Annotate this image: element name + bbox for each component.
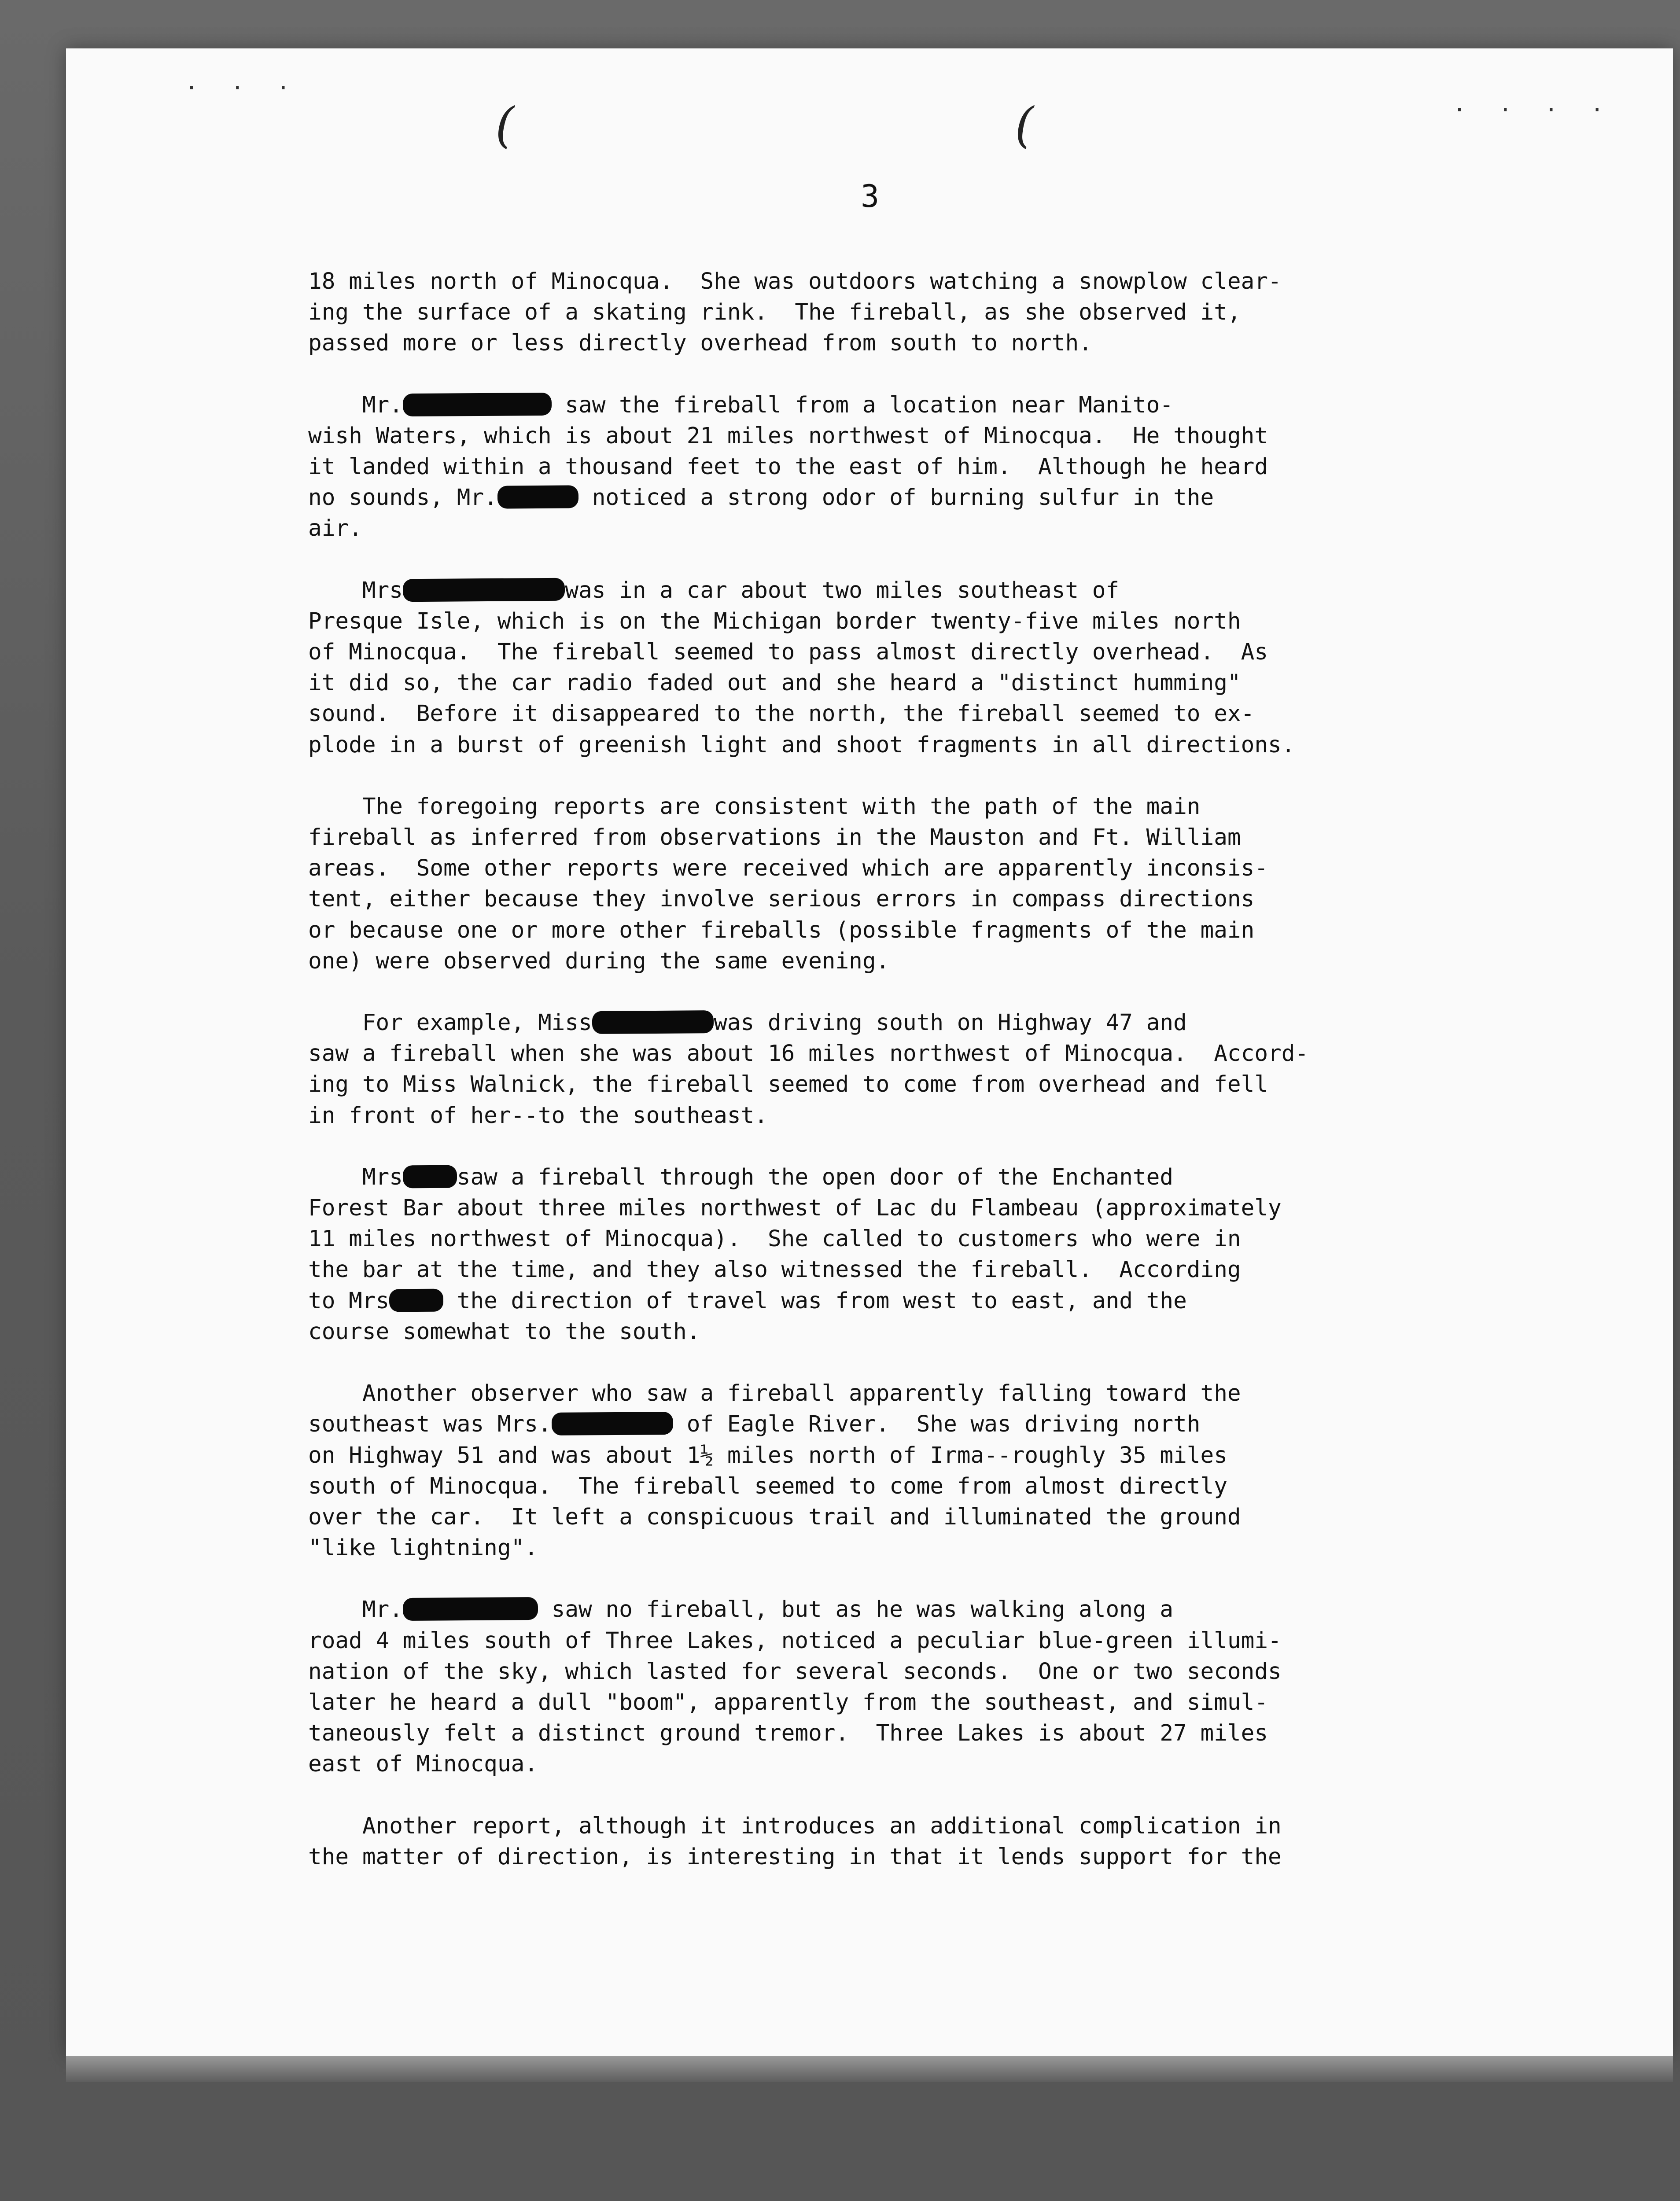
text-segment: noticed a strong odor of burning sulfur in the <box>578 485 1214 511</box>
text-line <box>308 1409 1488 1440</box>
text-segment: 18 miles north of Minocqua. She was outdoors watching a snowplow clear- <box>308 269 1282 294</box>
text-segment: Mr. <box>308 1597 403 1623</box>
text-segment: Mrs <box>308 577 403 604</box>
text-line <box>308 1626 1488 1656</box>
text-segment: The foregoing reports are consistent with the path of the main <box>308 793 1201 820</box>
text-segment: it landed within a thousand feet to the east of him. Although he heard <box>308 454 1268 480</box>
text-segment: Mr. <box>308 392 403 418</box>
left-paren-mark: ( <box>495 97 514 153</box>
redaction-bar <box>403 392 552 416</box>
text-line <box>308 1038 1488 1069</box>
text-segment: ing to Miss Walnick, the fireball seemed to come from overhead and fell <box>308 1071 1268 1098</box>
text-line <box>308 297 1488 328</box>
text-segment: For example, Miss <box>308 1010 592 1036</box>
paragraph <box>308 1378 1488 1564</box>
text-segment: saw no fireball, but as he was walking along a <box>538 1597 1174 1623</box>
text-segment: southeast was Mrs. <box>308 1411 552 1438</box>
document-body <box>308 266 1488 1903</box>
text-line <box>308 1811 1488 1842</box>
film-specks-left: · · · <box>185 75 300 100</box>
text-segment: wish Waters, which is about 21 miles northwest of Minocqua. He thought <box>308 423 1268 449</box>
text-line <box>308 266 1488 297</box>
text-line <box>308 328 1488 359</box>
redaction-bar <box>389 1288 443 1312</box>
text-line <box>308 637 1488 668</box>
paragraph <box>308 1594 1488 1780</box>
text-segment: east of Minocqua. <box>308 1751 538 1778</box>
text-segment: saw a fireball through the open door of the Enchanted <box>457 1164 1174 1190</box>
text-segment: sound. Before it disappeared to the north, the fireball seemed to ex- <box>308 701 1255 727</box>
text-line <box>308 1008 1488 1038</box>
paragraph <box>308 390 1488 545</box>
text-line <box>308 1594 1488 1625</box>
text-line <box>308 791 1488 822</box>
text-line <box>308 1718 1488 1749</box>
redaction-bar <box>497 486 579 509</box>
text-line <box>308 1656 1488 1687</box>
text-segment: the direction of travel was from west to east, and the <box>443 1288 1187 1314</box>
text-segment: to Mrs <box>308 1288 390 1314</box>
text-line <box>308 699 1488 729</box>
text-line <box>308 946 1488 977</box>
text-line <box>308 421 1488 452</box>
text-line <box>308 915 1488 946</box>
text-segment: Presque Isle, which is on the Michigan border twenty-five miles north <box>308 608 1241 634</box>
text-segment: Forest Bar about three miles northwest of Lac du Flambeau (approximately <box>308 1195 1282 1222</box>
text-segment: no sounds, Mr. <box>308 485 497 511</box>
text-line <box>308 1749 1488 1780</box>
text-line <box>308 1533 1488 1564</box>
text-segment: plode in a burst of greenish light and shoot fragments in all directions. <box>308 732 1295 758</box>
text-segment: saw the fireball from a location near Manito- <box>551 392 1174 418</box>
text-line <box>308 884 1488 915</box>
text-line <box>308 1687 1488 1718</box>
text-segment: tent, either because they involve serious errors in compass directions <box>308 886 1255 913</box>
paragraph <box>308 266 1488 359</box>
text-segment: taneously felt a distinct ground tremor. Three Lakes is about 27 miles <box>308 1720 1268 1747</box>
redaction-bar <box>403 578 565 602</box>
text-line <box>308 513 1488 544</box>
text-segment: the matter of direction, is interesting in that it lends support for the <box>308 1844 1282 1870</box>
text-segment: ing the surface of a skating rink. The fireball, as she observed it, <box>308 299 1241 326</box>
text-line <box>308 1100 1488 1131</box>
text-line <box>308 390 1488 421</box>
text-segment: fireball as inferred from observations in the Mauston and Ft. William <box>308 824 1241 851</box>
text-line <box>308 853 1488 884</box>
text-segment: over the car. It left a conspicuous trail and illuminated the ground <box>308 1504 1241 1530</box>
text-line <box>308 1069 1488 1100</box>
text-segment: later he heard a dull "boom", apparently from the southeast, and simul- <box>308 1689 1268 1715</box>
text-line <box>308 668 1488 699</box>
text-segment: Another report, although it introduces an additional complication in <box>308 1813 1282 1839</box>
page-edge-shadow <box>66 2056 1673 2082</box>
text-segment: was driving south on Highway 47 and <box>714 1010 1187 1036</box>
text-segment: Mrs <box>308 1164 403 1190</box>
text-segment: saw a fireball when she was about 16 miles northwest of Minocqua. Accord- <box>308 1041 1309 1067</box>
text-segment: or because one or more other fireballs (possible fragments of the main <box>308 917 1255 943</box>
paragraph <box>308 1162 1488 1347</box>
paragraph <box>308 1008 1488 1131</box>
text-segment: air. <box>308 515 362 542</box>
text-line <box>308 730 1488 761</box>
text-segment: "like lightning". <box>308 1535 538 1561</box>
text-line <box>308 1317 1488 1347</box>
text-segment: Another observer who saw a fireball apparently falling toward the <box>308 1380 1241 1407</box>
text-line <box>308 1471 1488 1502</box>
text-line <box>308 822 1488 853</box>
text-segment: one) were observed during the same evening. <box>308 948 890 974</box>
text-line <box>308 575 1488 606</box>
text-segment: of Minocqua. The fireball seemed to pass almost directly overhead. As <box>308 639 1268 666</box>
text-line <box>308 1440 1488 1471</box>
text-segment: areas. Some other reports were received which are apparently inconsis- <box>308 855 1268 882</box>
text-line <box>308 606 1488 637</box>
page-number: 3 <box>861 178 880 214</box>
text-line <box>308 482 1488 513</box>
redaction-bar <box>403 1597 538 1621</box>
redaction-bar <box>592 1010 714 1034</box>
text-segment: passed more or less directly overhead from south to north. <box>308 330 1092 357</box>
text-segment: 11 miles northwest of Minocqua). She called to customers who were in <box>308 1226 1241 1252</box>
redaction-bar <box>552 1412 674 1435</box>
text-segment: course somewhat to the south. <box>308 1318 700 1345</box>
text-line <box>308 452 1488 482</box>
text-line <box>308 1224 1488 1255</box>
text-line <box>308 1286 1488 1317</box>
right-paren-mark: ( <box>1015 97 1034 153</box>
text-segment: the bar at the time, and they also witnessed the fireball. According <box>308 1257 1241 1283</box>
text-segment: nation of the sky, which lasted for several seconds. One or two seconds <box>308 1658 1282 1685</box>
redaction-bar <box>403 1165 457 1188</box>
text-segment: road 4 miles south of Three Lakes, noticed a peculiar blue-green illumi- <box>308 1627 1282 1654</box>
text-line <box>308 1502 1488 1533</box>
text-segment: was in a car about two miles southeast of <box>565 577 1120 604</box>
text-line <box>308 1842 1488 1873</box>
text-line <box>308 1378 1488 1409</box>
text-segment: on Highway 51 and was about 1½ miles north of Irma--roughly 35 miles <box>308 1442 1227 1469</box>
paragraph <box>308 575 1488 761</box>
film-specks-right: · · · · <box>1453 97 1614 122</box>
paragraph <box>308 791 1488 977</box>
text-line <box>308 1162 1488 1193</box>
text-line <box>308 1255 1488 1285</box>
text-segment: of Eagle River. She was driving north <box>673 1411 1201 1438</box>
paragraph <box>308 1811 1488 1873</box>
text-segment: it did so, the car radio faded out and she heard a "distinct humming" <box>308 670 1241 696</box>
text-line <box>308 1193 1488 1224</box>
text-segment: in front of her--to the southeast. <box>308 1102 768 1129</box>
text-segment: south of Minocqua. The fireball seemed to come from almost directly <box>308 1473 1227 1499</box>
